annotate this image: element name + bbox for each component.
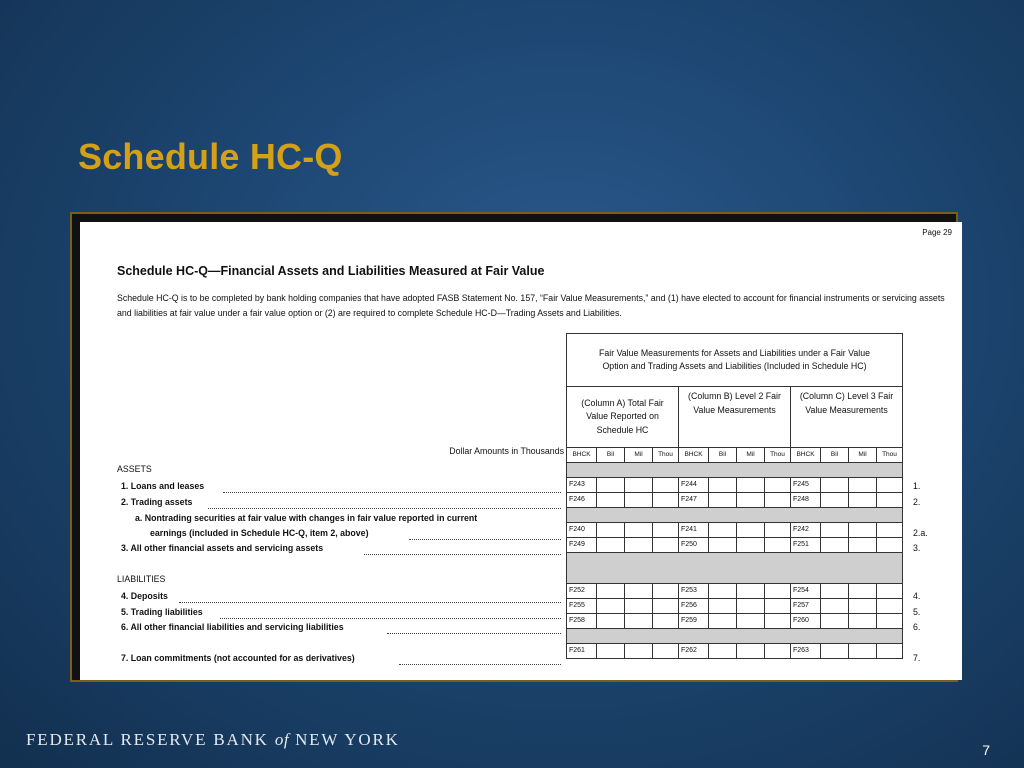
item-code: F263 [791, 644, 821, 659]
item-code: F248 [791, 493, 821, 508]
item-code: F241 [679, 523, 709, 538]
amount-cell[interactable] [597, 493, 625, 508]
amount-cell[interactable] [709, 493, 737, 508]
column-c-heading: (Column C) Level 3 Fair Value Measurements [791, 387, 903, 448]
amount-cell[interactable] [877, 523, 903, 538]
amount-cell[interactable] [709, 614, 737, 629]
item-code: F254 [791, 584, 821, 599]
item-code: F258 [567, 614, 597, 629]
item-code: F262 [679, 644, 709, 659]
item-code: F253 [679, 584, 709, 599]
amount-cell[interactable] [821, 644, 849, 659]
caption-mil: Mil [625, 448, 653, 463]
amount-cell[interactable] [653, 644, 679, 659]
item-label-3: 3. All other financial assets and servicing assets [121, 543, 324, 553]
shaded-row [567, 463, 903, 478]
item-code: F260 [791, 614, 821, 629]
item-number: 6. [913, 622, 921, 632]
amount-cell[interactable] [737, 599, 765, 614]
amount-cell[interactable] [653, 599, 679, 614]
amount-cell[interactable] [597, 614, 625, 629]
amount-cell[interactable] [849, 614, 877, 629]
amount-cell[interactable] [821, 538, 849, 553]
caption-bil: Bil [821, 448, 849, 463]
shaded-row [567, 553, 903, 584]
leader-dots [208, 508, 561, 509]
amount-cell[interactable] [709, 478, 737, 493]
table-row [567, 599, 903, 614]
caption-mil: Mil [849, 448, 877, 463]
table-row [567, 614, 903, 629]
footer-bank-name [26, 730, 400, 750]
amount-cell[interactable] [737, 523, 765, 538]
item-code: F243 [567, 478, 597, 493]
item-code: F249 [567, 538, 597, 553]
amount-cell[interactable] [877, 478, 903, 493]
amount-cell[interactable] [653, 584, 679, 599]
table-row [567, 478, 903, 493]
amount-cell[interactable] [625, 599, 653, 614]
item-number: 7. [913, 653, 921, 663]
leader-dots [399, 664, 561, 665]
leader-dots [364, 554, 561, 555]
amount-cell[interactable] [653, 538, 679, 553]
item-number: 3. [913, 543, 921, 553]
document-intro: Schedule HC-Q is to be completed by bank holding companies that have adopted FASB Statement No. 157, “Fair Value Measurements,” and (1) have elected to account for financial instruments or servicing assets and liabilities at fair value under a fair value option or (2) are required to complete Schedule HC-D—Trading Assets and Liabilities. [117, 293, 945, 318]
caption-bil: Bil [709, 448, 737, 463]
leader-dots [387, 633, 561, 634]
item-code: F240 [567, 523, 597, 538]
amount-cell[interactable] [737, 493, 765, 508]
item-code: F242 [791, 523, 821, 538]
amount-cell[interactable] [877, 493, 903, 508]
leader-dots [220, 618, 561, 619]
amount-cell[interactable] [597, 644, 625, 659]
amount-cell[interactable] [625, 584, 653, 599]
item-number: 4. [913, 591, 921, 601]
amount-cell[interactable] [849, 538, 877, 553]
table-row [567, 538, 903, 553]
item-code: F244 [679, 478, 709, 493]
amount-cell[interactable] [765, 584, 791, 599]
amount-cell[interactable] [625, 538, 653, 553]
amount-cell[interactable] [737, 614, 765, 629]
amount-cell[interactable] [625, 493, 653, 508]
amount-cell[interactable] [737, 538, 765, 553]
amount-cell[interactable] [821, 614, 849, 629]
caption-bhck: BHCK [679, 448, 709, 463]
amount-cell[interactable] [737, 584, 765, 599]
amount-cell[interactable] [653, 478, 679, 493]
document-title: Schedule HC-Q—Financial Assets and Liabilities Measured at Fair Value [117, 264, 545, 278]
caption-bil: Bil [597, 448, 625, 463]
item-code: F257 [791, 599, 821, 614]
caption-bhck: BHCK [791, 448, 821, 463]
item-label-6: 6. All other financial liabilities and servicing liabilities [121, 622, 344, 632]
amount-cell[interactable] [709, 538, 737, 553]
amount-cell[interactable] [709, 523, 737, 538]
shaded-row [567, 508, 903, 523]
leader-dots [223, 492, 561, 493]
amount-cell[interactable] [709, 584, 737, 599]
caption-mil: Mil [737, 448, 765, 463]
item-number: 5. [913, 607, 921, 617]
caption-thou: Thou [653, 448, 679, 463]
bank-name-part1: FEDERAL RESERVE BANK [26, 730, 269, 749]
item-code: F247 [679, 493, 709, 508]
amount-cell[interactable] [877, 538, 903, 553]
amount-cell[interactable] [653, 614, 679, 629]
amount-cell[interactable] [737, 478, 765, 493]
leader-dots [179, 602, 561, 603]
table-header: Fair Value Measurements for Assets and Liabilities under a Fair Value Option and Trading Assets and Liabilities (Included in Schedule HC) [567, 334, 903, 387]
shaded-row [567, 629, 903, 644]
amount-cell[interactable] [597, 599, 625, 614]
amount-cell[interactable] [877, 599, 903, 614]
amount-cell[interactable] [849, 644, 877, 659]
liabilities-heading: LIABILITIES [117, 574, 166, 584]
slide-number: 7 [982, 742, 990, 758]
item-label-2a-line1: a. Nontrading securities at fair value with changes in fair value reported in current [135, 513, 478, 523]
bank-name-part2: NEW YORK [295, 730, 400, 749]
amount-cell[interactable] [877, 614, 903, 629]
amount-cell[interactable] [597, 478, 625, 493]
assets-heading: ASSETS [117, 464, 152, 474]
amount-cell[interactable] [821, 523, 849, 538]
amount-cell[interactable] [877, 584, 903, 599]
amount-cell[interactable] [765, 644, 791, 659]
amount-cell[interactable] [765, 599, 791, 614]
amount-cell[interactable] [821, 584, 849, 599]
item-label-1: 1. Loans and leases [121, 481, 205, 491]
item-code: F250 [679, 538, 709, 553]
amount-cell[interactable] [765, 614, 791, 629]
amount-cell[interactable] [765, 478, 791, 493]
amount-cell[interactable] [877, 644, 903, 659]
item-code: F246 [567, 493, 597, 508]
amount-cell[interactable] [821, 493, 849, 508]
column-a-heading: (Column A) Total Fair Value Reported on Schedule HC [567, 387, 679, 448]
table-row [567, 644, 903, 659]
item-code: F245 [791, 478, 821, 493]
item-label-5: 5. Trading liabilities [121, 607, 203, 617]
amount-cell[interactable] [849, 493, 877, 508]
table-row [567, 584, 903, 599]
item-label-2a-line2: earnings (included in Schedule HC-Q, item 2, above) [150, 528, 369, 538]
amount-cell[interactable] [849, 523, 877, 538]
item-label-7: 7. Loan commitments (not accounted for as derivatives) [121, 653, 355, 663]
caption-bhck: BHCK [567, 448, 597, 463]
item-label-2: 2. Trading assets [121, 497, 193, 507]
amount-cell[interactable] [625, 523, 653, 538]
amount-cell[interactable] [625, 478, 653, 493]
amount-cell[interactable] [849, 478, 877, 493]
amount-cell[interactable] [849, 584, 877, 599]
item-code: F251 [791, 538, 821, 553]
amount-cell[interactable] [653, 493, 679, 508]
amount-cell[interactable] [765, 523, 791, 538]
item-code: F252 [567, 584, 597, 599]
item-code: F259 [679, 614, 709, 629]
amount-cell[interactable] [597, 538, 625, 553]
amount-cell[interactable] [597, 584, 625, 599]
amount-cell[interactable] [625, 614, 653, 629]
item-number: 2.a. [913, 528, 928, 538]
amount-cell[interactable] [737, 644, 765, 659]
amount-cell[interactable] [765, 538, 791, 553]
column-b-heading: (Column B) Level 2 Fair Value Measurements [679, 387, 791, 448]
amount-cell[interactable] [821, 478, 849, 493]
dollar-amounts-label: Dollar Amounts in Thousands [449, 446, 564, 456]
caption-thou: Thou [765, 448, 791, 463]
item-code: F256 [679, 599, 709, 614]
table-row [567, 493, 903, 508]
amount-cell[interactable] [765, 493, 791, 508]
bank-name-of: of [274, 730, 290, 749]
amount-cell[interactable] [597, 523, 625, 538]
item-code: F255 [567, 599, 597, 614]
amount-cell[interactable] [709, 644, 737, 659]
item-number: 1. [913, 481, 921, 491]
page-label: Page 29 [922, 228, 952, 237]
amount-cell[interactable] [625, 644, 653, 659]
item-number: 2. [913, 497, 921, 507]
fair-value-table [566, 333, 903, 659]
amount-cell[interactable] [653, 523, 679, 538]
table-row [567, 523, 903, 538]
slide-title: Schedule HC-Q [78, 136, 343, 177]
amount-cell[interactable] [709, 599, 737, 614]
amount-cell[interactable] [821, 599, 849, 614]
schedule-document [80, 222, 962, 680]
amount-cell[interactable] [849, 599, 877, 614]
leader-dots [409, 539, 561, 540]
item-label-4: 4. Deposits [121, 591, 168, 601]
item-code: F261 [567, 644, 597, 659]
caption-thou: Thou [877, 448, 903, 463]
